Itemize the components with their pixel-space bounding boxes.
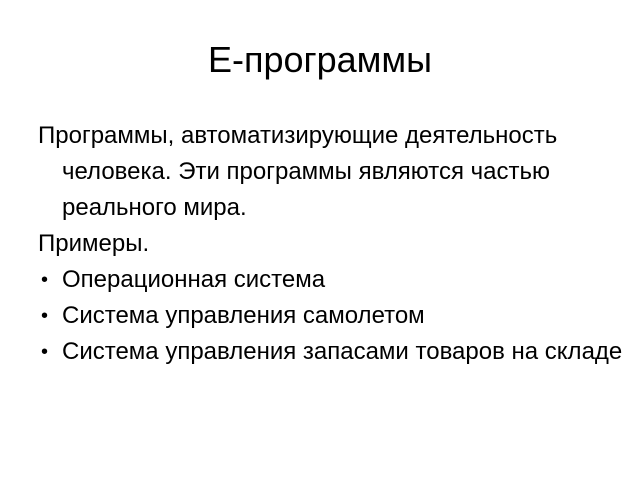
- list-item-text: Система управления запасами товаров на складе: [62, 338, 623, 365]
- paragraph-examples: Примеры.: [38, 230, 150, 257]
- bullet-icon: •: [41, 269, 49, 291]
- slide-title: Е-программы: [207, 39, 433, 80]
- bullet-icon: •: [41, 305, 49, 327]
- examples-list: [38, 262, 628, 370]
- paragraph-definition: Программы, автоматизирующие деятельность человека. Эти программы являются частью реального мира.: [38, 122, 558, 221]
- slide-body: [38, 118, 628, 370]
- list-item: [38, 298, 628, 334]
- list-item: [38, 334, 628, 370]
- list-item: [38, 262, 628, 298]
- list-item-text: Операционная система: [62, 266, 326, 293]
- list-item-text: Система управления самолетом: [62, 302, 425, 329]
- bullet-icon: •: [41, 341, 49, 363]
